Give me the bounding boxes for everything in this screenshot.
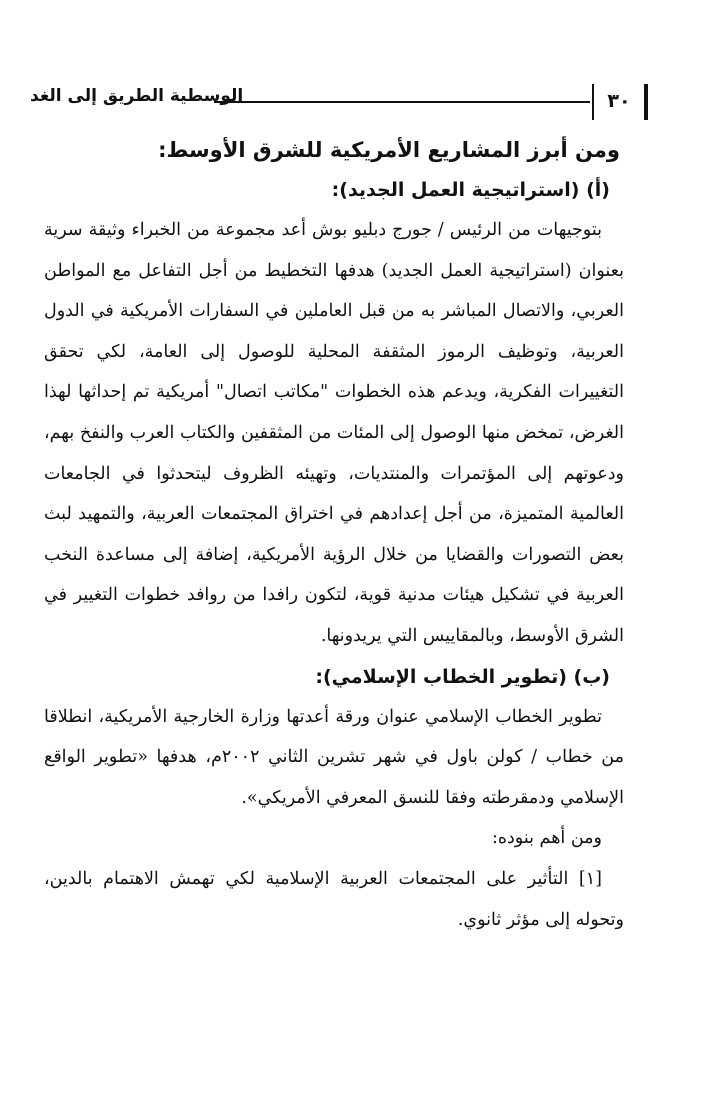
page-body [44,130,624,940]
section-a-body: بتوجيهات من الرئيس / جورج دبليو بوش أعد مجموعة من الخبراء وثيقة سرية بعنوان (استراتيجية العمل الجديد) هدفها التخطيط من أجل التفاعل مع المواطن العربي، والاتصال المباشر به من قبل العاملين في السفارات الأمريكية في الدول العربية، وتوظيف الرموز المثقفة المحلية للوصول إلى العامة، لكي تحقق التغييرات الفكرية، ويدعم هذه الخطوات "مكاتب اتصال" أمريكية تم إحداثها لهذا الغرض، تمخض منها الوصول إلى المئات من المثقفين والكتاب العرب والنفخ بهم، ودعوتهم إلى المؤتمرات والمنتديات، وتهيئه الظروف ليتحدثوا في الجامعات العالمية المتميزة، من أجل إعدادهم في اختراق المجتمعات العربية، والتمهيد لبث بعض التصورات والقضايا من خلال الرؤية الأمريكية، إضافة إلى مساعدة النخب العربية في تشكيل هيئات مدنية قوية، لتكون رافدا من روافد خطوات التغيير في الشرق الأوسط، وبالمقاييس التي يريدونها. [44,220,624,646]
page-header [30,84,648,120]
header-rule [214,101,590,103]
section-a-heading: (أ) (استراتيجية العمل الجديد): [331,179,610,201]
running-title: الوسطية الطريق إلى الغد [30,86,244,106]
section-b-heading: (ب) (تطوير الخطاب الإسلامي): [315,665,610,688]
section-b-body: تطوير الخطاب الإسلامي عنوان ورقة أعدتها وزارة الخارجية الأمريكية، انطلاقا من خطاب / كولن باول في شهر تشرين الثاني ٢٠٠٢م، هدفها «تطوير الواقع الإسلامي ودمقرطته وفقا للنسق المعرفي الأمريكي». [44,706,624,808]
list-item: [١] التأثير على المجتمعات العربية الإسلامية لكي تهمش الاهتمام بالدين، وتحوله إلى مؤثر ثانوي. [44,868,624,930]
items-intro: ومن أهم بنوده: [491,828,602,849]
page-number: ٣٠ [592,84,648,120]
main-heading: ومن أبرز المشاريع الأمريكية للشرق الأوسط: [158,138,620,162]
